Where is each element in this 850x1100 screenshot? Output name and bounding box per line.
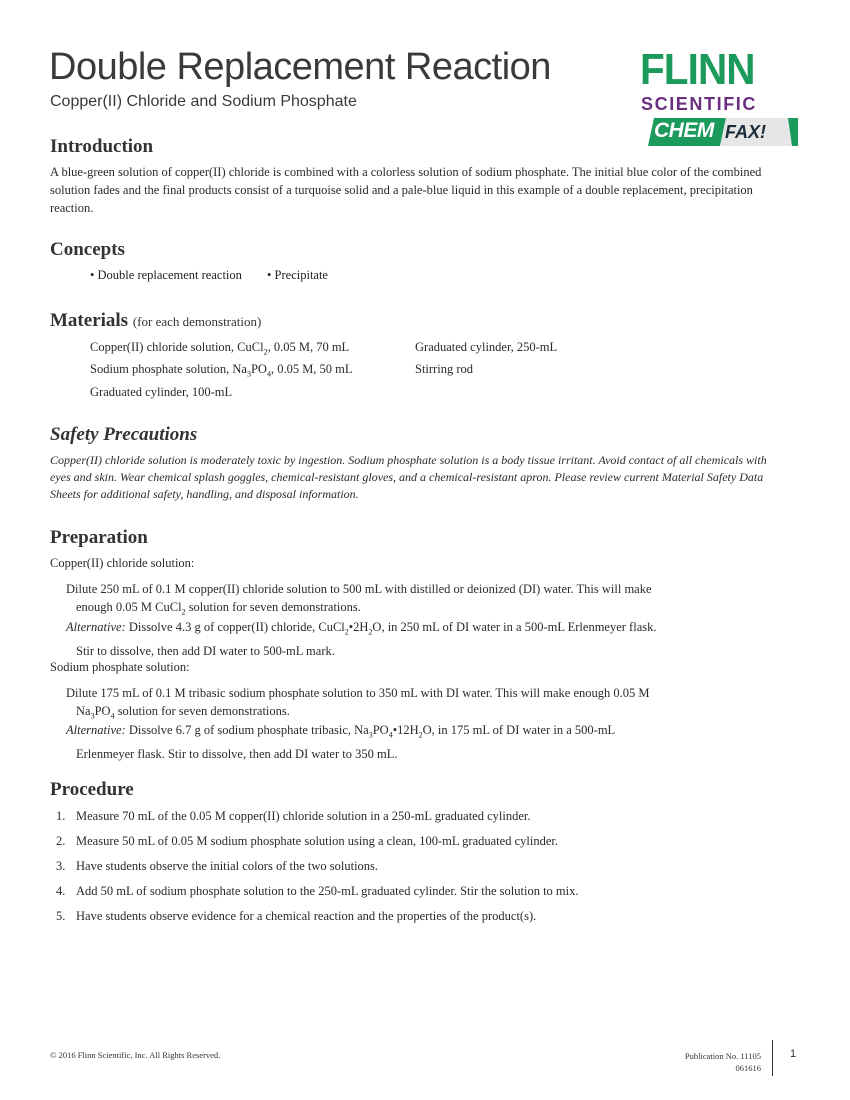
- publication-number: Publication No. 11105: [684, 1051, 761, 1061]
- concept-item: • Double replacement reaction: [90, 268, 242, 282]
- logo-scientific-text: SCIENTIFIC: [641, 94, 758, 114]
- copper-dilution-paragraph: Dilute 250 mL of 0.1 M copper(II) chloride solution to 500 mL with distilled or deionized (DI) water. This will make enough 0.05 M CuCl$_2$ solution for seven demonstrations.: [66, 582, 652, 617]
- sodium-dilution-paragraph: Dilute 175 mL of 0.1 M tribasic sodium phosphate solution to 350 mL with DI water. This will make enough 0.05 M $Na_3PO_4$ solution for seven demonstrations.: [66, 686, 650, 721]
- materials-note: (for each demonstration): [132, 314, 262, 329]
- procedure-heading: Procedure: [50, 779, 134, 800]
- logo-flinn-text: FLINN: [640, 45, 755, 94]
- footer-divider: [772, 1040, 773, 1076]
- copper-alternative-paragraph: Alternative: Dissolve 4.3 g of copper(II) chloride, $CuCl_2•2H_2O$, in 250 mL of DI water in a 500-mL Erlenmeyer flask. Stir to dissolve, then add DI water to 500-mL mark.: [66, 620, 657, 658]
- introduction-text: A blue-green solution of copper(II) chloride is combined with a colorless solution of sodium phosphate. The initial blue color of the combined solution fades and the final products consist of a turquoise solid and a pale-blue liquid in this example of a double replacement, precipitation reaction.: [50, 165, 762, 215]
- material-item: Sodium phosphate solution, $Na_3PO_4$, 0.05 M, 50 mL: [90, 362, 353, 379]
- procedure-step: 5. Have students observe evidence for a chemical reaction and the properties of the product(s).: [56, 909, 537, 923]
- sodium-alternative-paragraph: Alternative: Dissolve 6.7 g of sodium phosphate tribasic, $Na_3PO_4•12H_2O$, in 175 mL of DI water in a 500-mL Erlenmeyer flask. Stir to dissolve, then add DI water to 350 mL.: [66, 723, 616, 761]
- safety-heading: Safety Precautions: [50, 424, 198, 445]
- page-number: 1: [790, 1048, 797, 1060]
- procedure-step: 1. Measure 70 mL of the 0.05 M copper(II) chloride solution in a 250-mL graduated cylinder.: [56, 809, 531, 823]
- procedure-step: 3. Have students observe the initial colors of the two solutions.: [56, 859, 379, 873]
- material-item: Stirring rod: [415, 362, 473, 376]
- concepts-list: [90, 268, 350, 283]
- preparation-heading: Preparation: [50, 527, 148, 548]
- publication-code: 061616: [735, 1063, 761, 1073]
- materials-heading: Materials (for each demonstration): [50, 310, 262, 331]
- copyright-notice: © 2016 Flinn Scientific, Inc. All Rights Reserved.: [50, 1050, 221, 1060]
- introduction-heading: Introduction: [50, 136, 154, 157]
- material-item: Graduated cylinder, 250-mL: [415, 340, 558, 354]
- sodium-solution-label: Sodium phosphate solution:: [50, 660, 190, 674]
- procedure-step: 4. Add 50 mL of sodium phosphate solution to the 250-mL graduated cylinder. Stir the solution to mix.: [56, 884, 579, 898]
- safety-text: Copper(II) chloride solution is moderately toxic by ingestion. Sodium phosphate solution is a body tissue irritant. Avoid contact of all chemicals with eyes and skin. Wear chemical splash goggles, chemical-resistant gloves, and a chemical-resistant apron. Please review current Material Safety Data Sheets for additional safety, handling, and disposal information.: [50, 453, 767, 501]
- flinn-chemfax-logo: [640, 45, 802, 152]
- material-item: Graduated cylinder, 100-mL: [90, 385, 233, 399]
- logo-chem-text: CHEM: [654, 119, 714, 142]
- document-subtitle: Copper(II) Chloride and Sodium Phosphate: [50, 93, 357, 110]
- copper-solution-label: Copper(II) chloride solution:: [50, 556, 195, 570]
- concept-item: • Precipitate: [267, 268, 328, 282]
- procedure-step: 2. Measure 50 mL of 0.05 M sodium phosphate solution using a clean, 100-mL graduated cylinder.: [56, 834, 558, 848]
- publication-info: [685, 1050, 761, 1074]
- material-item: Copper(II) chloride solution, CuCl$_2$, 0.05 M, 70 mL: [90, 340, 350, 357]
- concepts-heading: Concepts: [50, 239, 125, 260]
- logo-fax-text: FAX!: [725, 122, 767, 142]
- document-title: Double Replacement Reaction: [49, 46, 551, 88]
